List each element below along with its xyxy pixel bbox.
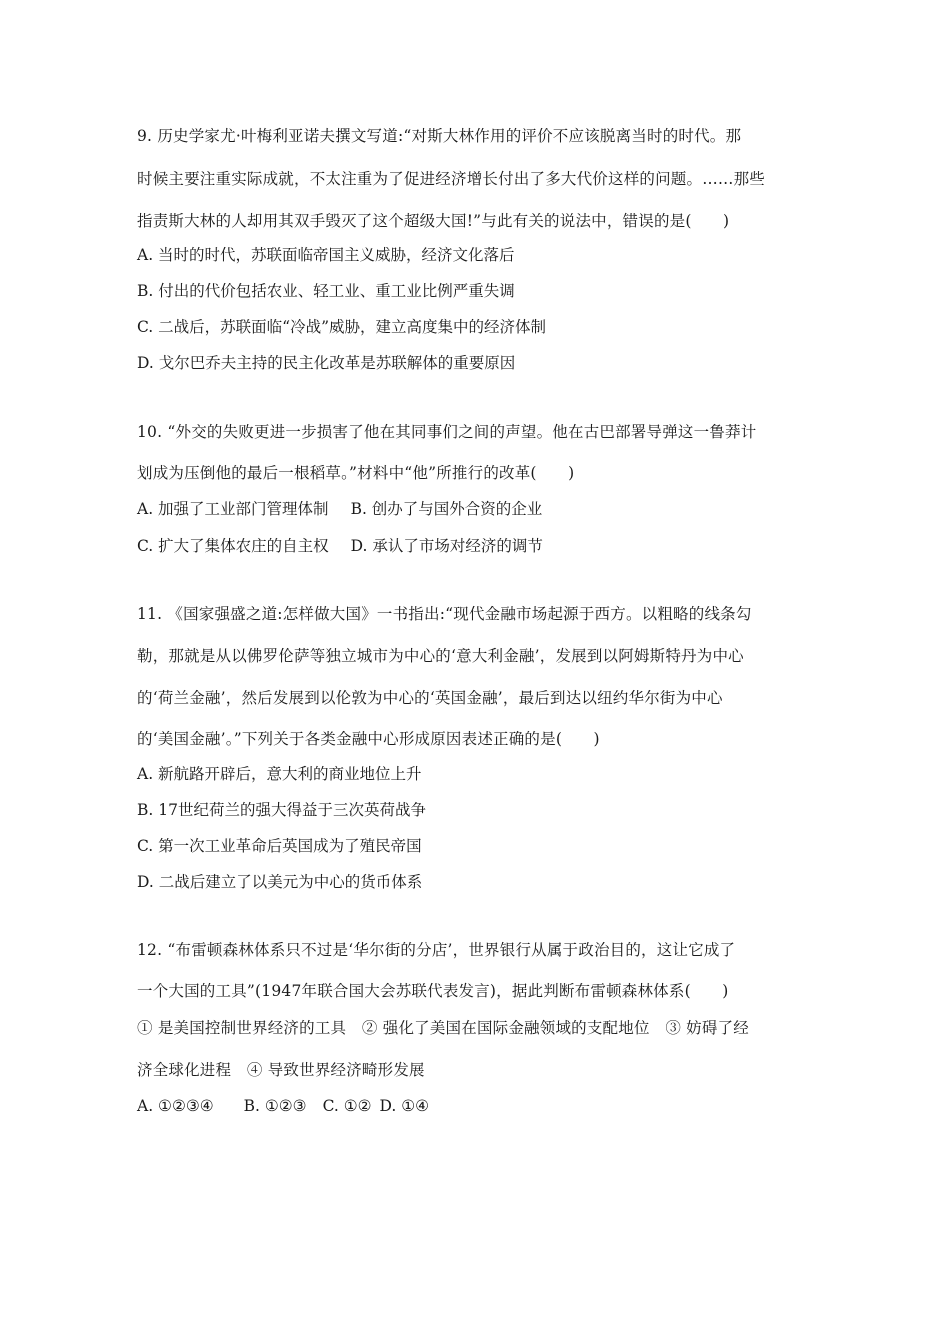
q12-options-row: [137, 1096, 429, 1116]
q12-stem-line-2: 一个大国的工具”(1947年联合国大会苏联代表发言)，据此判断布雷顿森林体系( ): [137, 982, 729, 1000]
q9-option-c: C. 二战后，苏联面临“冷战”威胁，建立高度集中的经济体制: [137, 318, 547, 336]
q9-option-a: A. 当时的时代，苏联面临帝国主义威胁，经济文化落后: [137, 246, 515, 264]
q11-option-c: C. 第一次工业革命后英国成为了殖民帝国: [137, 837, 422, 855]
q10-options-row-1: [137, 499, 542, 519]
q10-stem-line-1: 10. “外交的失败更进一步损害了他在其同事们之间的声望。他在古巴部署导弹这一鲁莽计: [137, 423, 757, 441]
q10-option-a: A. 加强了工业部门管理体制: [137, 500, 329, 518]
q10-stem-line-2: 划成为压倒他的最后一根稻草。”材料中“他”所推行的改革( ): [137, 464, 575, 482]
q9-option-d: D. 戈尔巴乔夫主持的民主化改革是苏联解体的重要原因: [137, 354, 516, 372]
q11-stem-line-1: 11. 《国家强盛之道:怎样做大国》一书指出:“现代金融市场起源于西方。以粗略的线条勾: [137, 605, 752, 623]
q11-stem-line-4: 的‘美国金融’。”下列关于各类金融中心形成原因表述正确的是( ): [137, 730, 600, 748]
q12-option-c: C. ①②: [322, 1097, 372, 1115]
q10-option-d: D. 承认了市场对经济的调节: [350, 537, 543, 555]
q10-options-row-2: [137, 536, 543, 556]
q9-stem-line-2: 时候主要注重实际成就，不太注重为了促进经济增长付出了多大代价这样的问题。……那些: [137, 170, 766, 188]
q11-option-b: B. 17世纪荷兰的强大得益于三次英荷战争: [137, 801, 426, 819]
q11-stem-line-2: 勒，那就是从以佛罗伦萨等独立城市为中心的‘意大利金融’，发展到以阿姆斯特丹为中心: [137, 647, 744, 665]
q10-option-b: B. 创办了与国外合资的企业: [350, 500, 543, 518]
q9-stem-line-1: 9. 历史学家尤·叶梅利亚诺夫撰文写道:“对斯大林作用的评价不应该脱离当时的时代。那: [137, 127, 742, 145]
q11-stem-line-3: 的‘荷兰金融’，然后发展到以伦敦为中心的‘英国金融’，最后到达以纽约华尔街为中心: [137, 689, 723, 707]
q9-stem-line-3: 指责斯大林的人却用其双手毁灭了这个超级大国!”与此有关的说法中，错误的是( ): [137, 212, 730, 230]
q12-option-a: A. ①②③④: [137, 1097, 214, 1115]
q12-option-b: B. ①②③: [243, 1097, 307, 1115]
q12-statements-line-2: 济全球化进程 ④ 导致世界经济畸形发展: [137, 1061, 425, 1079]
q12-statements-line-1: ① 是美国控制世界经济的工具 ② 强化了美国在国际金融领域的支配地位 ③ 妨碍了经: [137, 1019, 749, 1037]
q9-option-b: B. 付出的代价包括农业、轻工业、重工业比例严重失调: [137, 282, 515, 300]
q10-option-c: C. 扩大了集体农庄的自主权: [137, 537, 329, 555]
q11-option-d: D. 二战后建立了以美元为中心的货币体系: [137, 873, 423, 891]
q12-option-d: D. ①④: [379, 1097, 430, 1115]
q11-option-a: A. 新航路开辟后，意大利的商业地位上升: [137, 765, 422, 783]
q12-stem-line-1: 12. “布雷顿森林体系只不过是‘华尔街的分店’，世界银行从属于政治目的，这让它成了: [137, 941, 736, 959]
